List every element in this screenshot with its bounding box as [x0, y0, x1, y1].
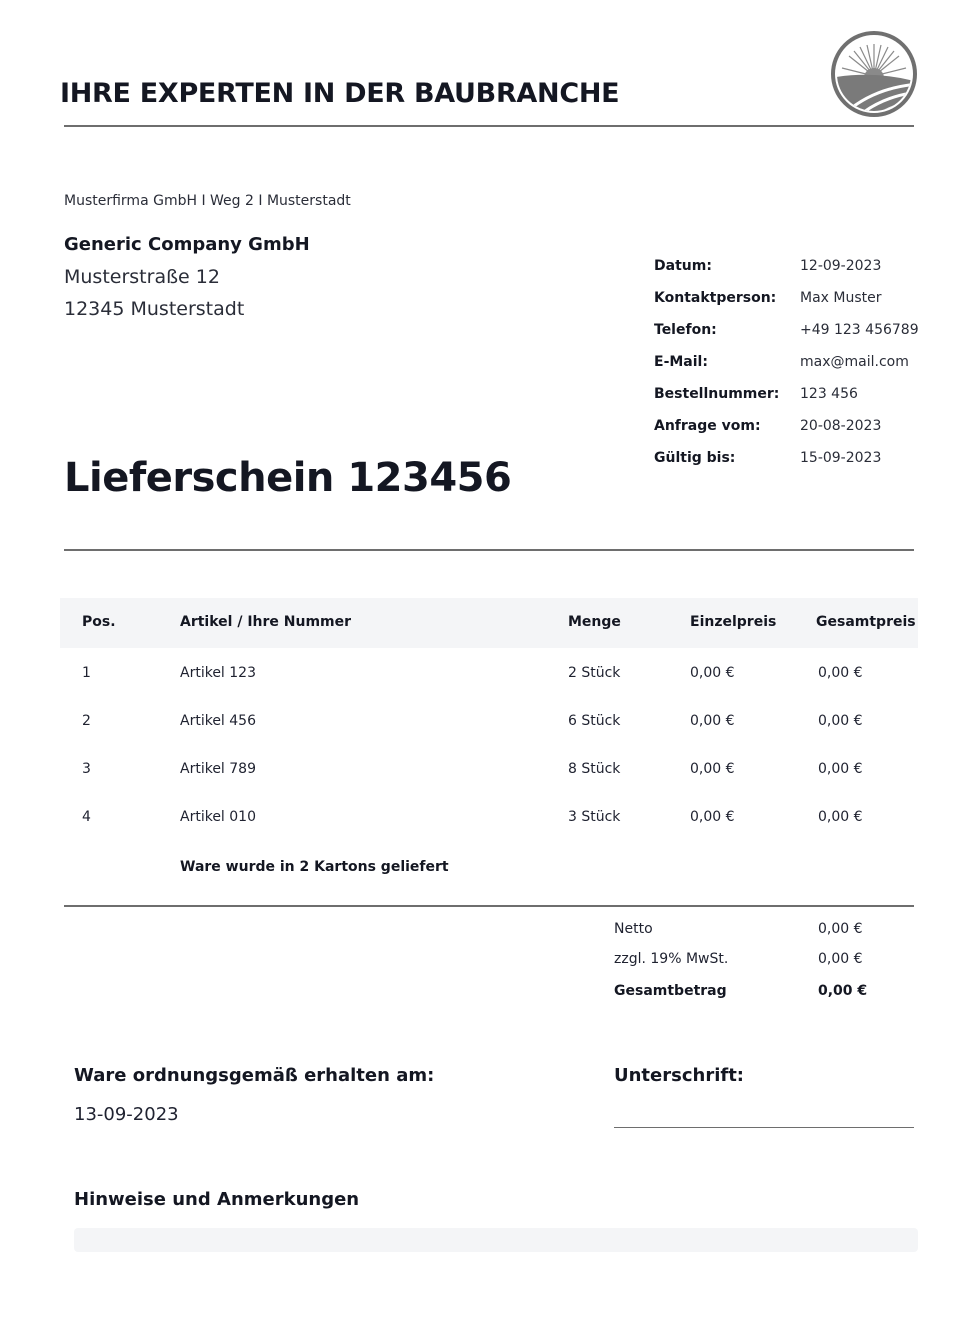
header-divider — [64, 125, 914, 127]
cell-unit-price: 0,00 € — [690, 665, 735, 681]
table-row — [60, 665, 918, 713]
cell-position: 4 — [82, 809, 91, 825]
notes-title: Hinweise und Anmerkungen — [74, 1189, 360, 1210]
meta-value: 20-08-2023 — [800, 418, 882, 434]
table-row — [60, 713, 918, 761]
column-header-position: Pos. — [82, 614, 116, 630]
table-divider — [64, 905, 914, 907]
column-header-quantity: Menge — [568, 614, 621, 630]
meta-value: 123 456 — [800, 386, 858, 402]
meta-value: +49 123 456789 — [800, 322, 919, 338]
cell-unit-price: 0,00 € — [690, 809, 735, 825]
meta-value: 12-09-2023 — [800, 258, 882, 274]
cell-unit-price: 0,00 € — [690, 713, 735, 729]
tax-label: zzgl. 19% MwSt. — [614, 951, 729, 967]
cell-quantity: 3 Stück — [568, 809, 621, 825]
company-slogan: IHRE EXPERTEN IN DER BAUBRANCHE — [60, 78, 620, 109]
title-divider — [64, 549, 914, 551]
cell-position: 1 — [82, 665, 91, 681]
meta-value: Max Muster — [800, 290, 882, 306]
signature-label: Unterschrift: — [614, 1065, 744, 1086]
cell-article: Artikel 123 — [180, 665, 256, 681]
column-header-unit-price: Einzelpreis — [690, 614, 777, 630]
document-title: Lieferschein 123456 — [64, 455, 512, 501]
meta-label: Bestellnummer: — [654, 386, 780, 402]
cell-quantity: 2 Stück — [568, 665, 621, 681]
delivery-note: Ware wurde in 2 Kartons geliefert — [180, 859, 449, 875]
meta-label: Datum: — [654, 258, 712, 274]
recipient-name: Generic Company GmbH — [64, 234, 310, 255]
column-header-article: Artikel / Ihre Nummer — [180, 614, 352, 630]
cell-position: 2 — [82, 713, 91, 729]
cell-total-price: 0,00 € — [818, 809, 863, 825]
meta-value: 15-09-2023 — [800, 450, 882, 466]
table-row — [60, 761, 918, 809]
sender-line: Musterfirma GmbH I Weg 2 I Musterstadt — [64, 193, 351, 209]
cell-total-price: 0,00 € — [818, 713, 863, 729]
cell-unit-price: 0,00 € — [690, 761, 735, 777]
cell-quantity: 8 Stück — [568, 761, 621, 777]
meta-value: max@mail.com — [800, 354, 909, 370]
cell-total-price: 0,00 € — [818, 665, 863, 681]
cell-article: Artikel 010 — [180, 809, 256, 825]
table-row — [60, 809, 918, 857]
sunrise-field-logo-icon — [830, 30, 918, 118]
meta-label: Kontaktperson: — [654, 290, 777, 306]
total-value: 0,00 € — [818, 983, 868, 999]
meta-label: Telefon: — [654, 322, 717, 338]
column-header-total-price: Gesamtpreis — [816, 614, 916, 630]
receipt-label: Ware ordnungsgemäß erhalten am: — [74, 1065, 435, 1086]
total-label: Gesamtbetrag — [614, 983, 727, 999]
tax-value: 0,00 € — [818, 951, 863, 967]
recipient-street: Musterstraße 12 — [64, 266, 220, 288]
netto-value: 0,00 € — [818, 921, 863, 937]
notes-box — [74, 1228, 918, 1252]
meta-label: Gültig bis: — [654, 450, 736, 466]
meta-label: Anfrage vom: — [654, 418, 761, 434]
meta-label: E-Mail: — [654, 354, 708, 370]
cell-article: Artikel 789 — [180, 761, 256, 777]
cell-position: 3 — [82, 761, 91, 777]
netto-label: Netto — [614, 921, 653, 937]
table-header — [60, 598, 918, 648]
cell-quantity: 6 Stück — [568, 713, 621, 729]
recipient-city: 12345 Musterstadt — [64, 298, 245, 320]
receipt-date: 13-09-2023 — [74, 1104, 179, 1125]
signature-line — [614, 1127, 914, 1128]
cell-total-price: 0,00 € — [818, 761, 863, 777]
cell-article: Artikel 456 — [180, 713, 256, 729]
